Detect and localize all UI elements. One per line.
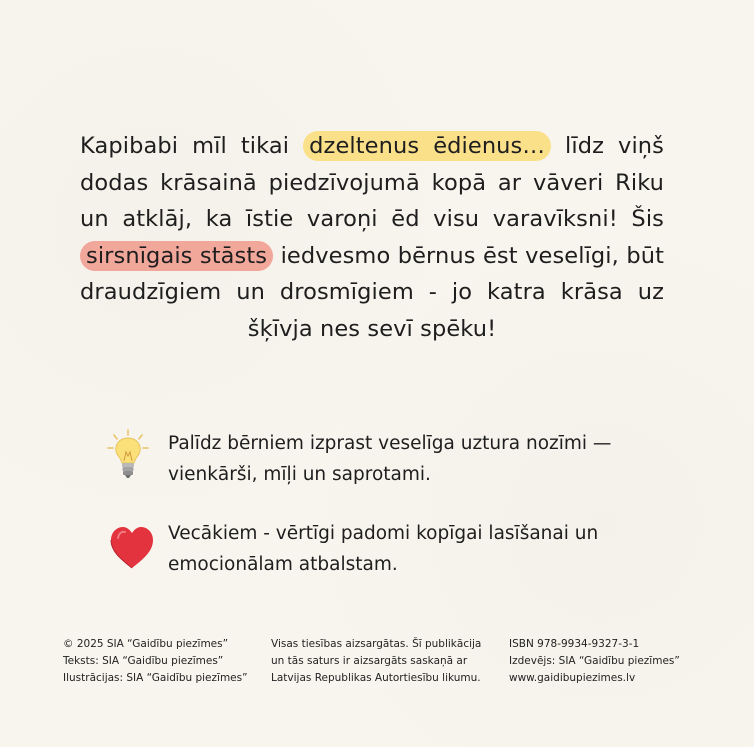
footer-line: © 2025 SIA “Gaidību piezīmes”: [63, 638, 229, 650]
footer-line: Latvijas Republikas Autortiesību likumu.: [271, 672, 481, 684]
footer-line: Teksts: SIA “Gaidību piezīmes”: [63, 655, 224, 667]
highlight-pink: sirsnīgais stāsts: [80, 241, 273, 271]
blurb-text-1: Kapibabi mīl tikai: [80, 133, 304, 159]
heart-icon: [108, 522, 156, 576]
footer-line: Izdevējs: SIA “Gaidību piezīmes”: [509, 655, 680, 667]
footer-line: un tās saturs ir aizsargāts saskaņā ar: [271, 655, 468, 667]
footer-copyright: [63, 636, 263, 687]
feature-item-parents: [104, 518, 664, 582]
book-description: [80, 128, 664, 347]
footer-publisher: [509, 636, 699, 687]
lightbulb-icon: [104, 428, 152, 482]
footer-rights: [271, 636, 501, 687]
footer-line: Visas tiesības aizsargātas. Šī publikācija: [271, 638, 482, 650]
feature-text: Vecākiem - vērtīgi padomi kopīgai lasīšanai un emocionālam atbalstam.: [168, 523, 599, 575]
blurb-text-3: iedvesmo bērnus ēst veselīgi, būt draudzīgiem un drosmīgiem - jo katra krāsa uz šķīvja nes sevī spēku!: [80, 242, 664, 342]
blurb-text-2: līdz viņš dodas krāsainā piedzīvojumā kopā ar vāveri Riku un atklāj, ka īstie varoņi ēd visu varavīksni! Šis: [80, 133, 664, 232]
footer-isbn: ISBN 978-9934-9327-3-1: [509, 638, 640, 650]
feature-text: Palīdz bērniem izprast veselīga uztura nozīmi — vienkārši, mīļi un saprotami.: [168, 433, 612, 485]
footer-website: www.gaidibupiezimes.lv: [509, 672, 636, 684]
footer-line: Ilustrācijas: SIA “Gaidību piezīmes”: [63, 672, 248, 684]
highlight-yellow: dzeltenus ēdienus…: [303, 131, 551, 161]
feature-item-nutrition: [104, 428, 664, 492]
